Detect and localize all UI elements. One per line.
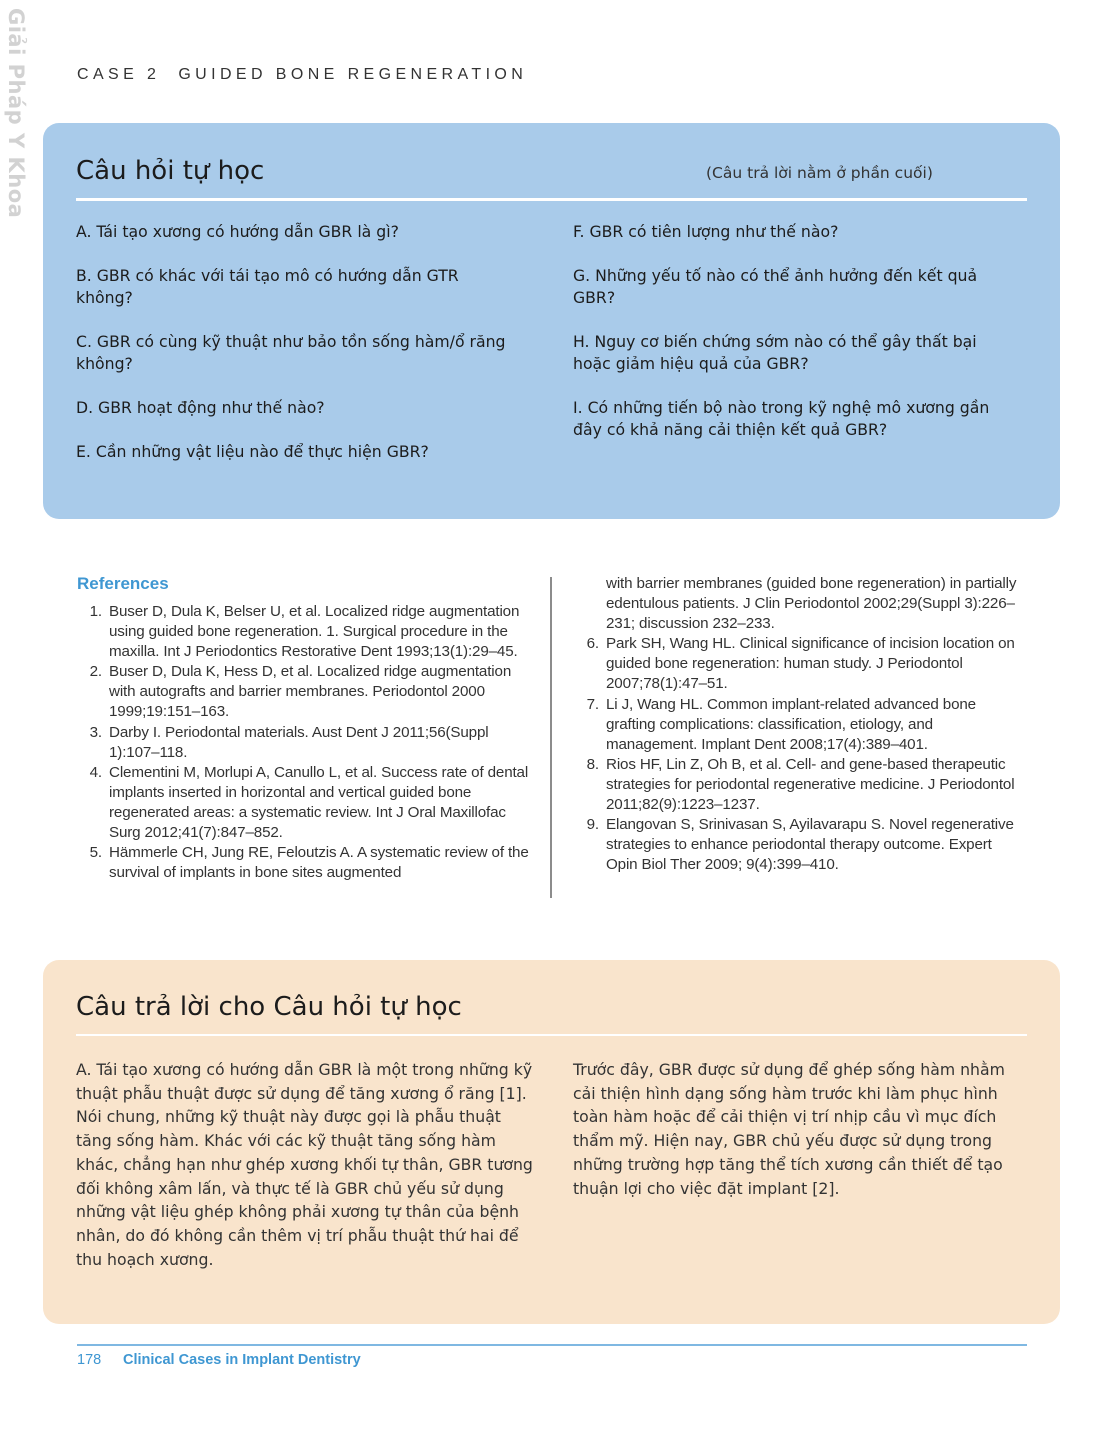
reference-item [77,763,532,843]
question-item: G. Những yếu tố nào có thể ảnh hưởng đến kết quả GBR? [573,266,978,307]
reference-item [77,602,532,662]
reference-item [77,662,532,722]
questions-divider [76,198,1027,201]
reference-text: Li J, Wang HL. Common implant-related advanced bone grafting complications: classification, etiology, and management. Implant Dent 2008;17(4):389–401. [606,695,976,753]
answer-paragraph-left: A. Tái tạo xương có hướng dẫn GBR là một trong những kỹ thuật phẫu thuật được sử dụng để tăng xương ổ răng [1]. Nói chung, những kỹ thuật này được gọi là phẫu thuật tăng sống hàm. Khác với các kỹ thuật tăng sống hàm khác, chẳng hạn như ghép xương khối tự thân, GBR tương đối không xâm lấn, và thực tế là GBR chủ yếu sử dụng những vật liệu ghép không phải xương tự thân của bệnh nhân, do đó không cần thêm vị trí phẫu thuật thứ hai để thu hoạch xương. [76,1060,533,1269]
reference-text: Buser D, Dula K, Hess D, et al. Localized ridge augmentation with autografts and barrier membranes. Periodontol 2000 1999;19:151–163. [109,663,512,721]
answers-title: Câu trả lời cho Câu hỏi tự học [76,992,462,1022]
reference-number: 7. [586,695,599,713]
page-number: 178 [77,1352,102,1368]
reference-number: 4. [89,763,102,781]
references-column-divider [550,577,552,898]
reference-number: 1. [89,603,102,620]
questions-right-column [573,221,1013,463]
reference-number: 8. [586,755,599,773]
answers-divider [76,1034,1027,1036]
question-item: B. GBR có khác với tái tạo mô có hướng dẫn GTR không? [76,266,459,307]
reference-text: Elangovan S, Srinivasan S, Ayilavarapu S. Novel regenerative strategies to enhance periodontal therapy outcome. Expert Opin Biol Ther 2009; 9(4):399–410. [606,816,1014,874]
answer-paragraph-right: Trước đây, GBR được sử dụng để ghép sống hàm nhằm cải thiện hình dạng sống hàm trước khi làm phục hình toàn hàm hoặc để cải thiện vị trí nhịp cầu vì mục đích thẩm mỹ. Hiện nay, GBR chủ yếu được sử dụng trong những trường hợp tăng thể tích xương cần thiết để tạo thuận lợi cho việc đặt implant [2]. [573,1060,1005,1198]
question-item: I. Có những tiến bộ nào trong kỹ nghệ mô xương gần đây có khả năng cải thiện kết quả GBR? [573,398,990,439]
reference-item [574,815,1019,875]
reference-item [574,755,1019,815]
book-title: Clinical Cases in Implant Dentistry [123,1352,361,1368]
question-item: D. GBR hoạt động như thế nào? [76,398,325,417]
reference-text: Hämmerle CH, Jung RE, Feloutzis A. A systematic review of the survival of implants in bone sites augmented [109,844,529,882]
watermark-text: Giải Pháp Y Khoa [4,8,28,219]
questions-title: Câu hỏi tự học [76,156,265,186]
reference-number: 2. [89,663,102,681]
reference-text: Buser D, Dula K, Belser U, et al. Localized ridge augmentation using guided bone regeneration. 1. Surgical procedure in the maxilla. Int J Periodontics Restorative Dent 1993;13(1):29–45. [109,603,520,661]
reference-number: 6. [586,635,599,653]
references-right-column [574,574,1019,875]
reference-continuation: with barrier membranes (guided bone regeneration) in partially edentulous patients. J Clin Periodontol 2002;29(Suppl 3):226–231; discussion 232–233. [606,575,1017,633]
questions-left-column [76,221,516,485]
question-item: F. GBR có tiên lượng như thế nào? [573,222,839,241]
questions-note: (Câu trả lời nằm ở phần cuối) [706,164,933,182]
reference-item [574,634,1019,694]
answers-panel [43,960,1060,1324]
reference-text: Clementini M, Morlupi A, Canullo L, et al. Success rate of dental implants inserted in horizontal and vertical guided bone regenerated areas: a systematic review. Int J Oral Maxillofac Surg 2012;41(7):847–852. [109,763,529,842]
question-item: C. GBR có cùng kỹ thuật như bảo tồn sống hàm/ổ răng không? [76,332,506,373]
case-title: GUIDED BONE REGENERATION [178,66,528,83]
self-study-questions-panel [43,123,1060,519]
question-item: E. Cần những vật liệu nào để thực hiện GBR? [76,442,429,461]
reference-item [574,695,1019,755]
reference-text: Darby I. Periodontal materials. Aust Dent J 2011;56(Suppl 1):107–118. [109,723,489,761]
reference-text: Park SH, Wang HL. Clinical significance of incision location on guided bone regeneration: human study. J Periodontol 2007;78(1):47–51. [606,635,1015,693]
references-heading: References [77,574,169,593]
watermark [0,8,32,219]
reference-item [77,723,532,763]
question-item: H. Nguy cơ biến chứng sớm nào có thể gây thất bại hoặc giảm hiệu quả của GBR? [573,332,977,373]
running-head [77,66,527,84]
reference-item [77,843,532,883]
case-label: CASE 2 [77,66,161,83]
reference-text: Rios HF, Lin Z, Oh B, et al. Cell- and gene-based therapeutic strategies for periodontal regenerative medicine. J Periodontol 2011;82(9):1223–1237. [606,755,1015,814]
reference-number: 3. [89,723,102,741]
footer-rule [77,1344,1027,1346]
question-item: A. Tái tạo xương có hướng dẫn GBR là gì? [76,222,399,241]
reference-number: 9. [586,816,599,834]
reference-number: 5. [89,844,102,862]
references-left-column [77,602,532,883]
